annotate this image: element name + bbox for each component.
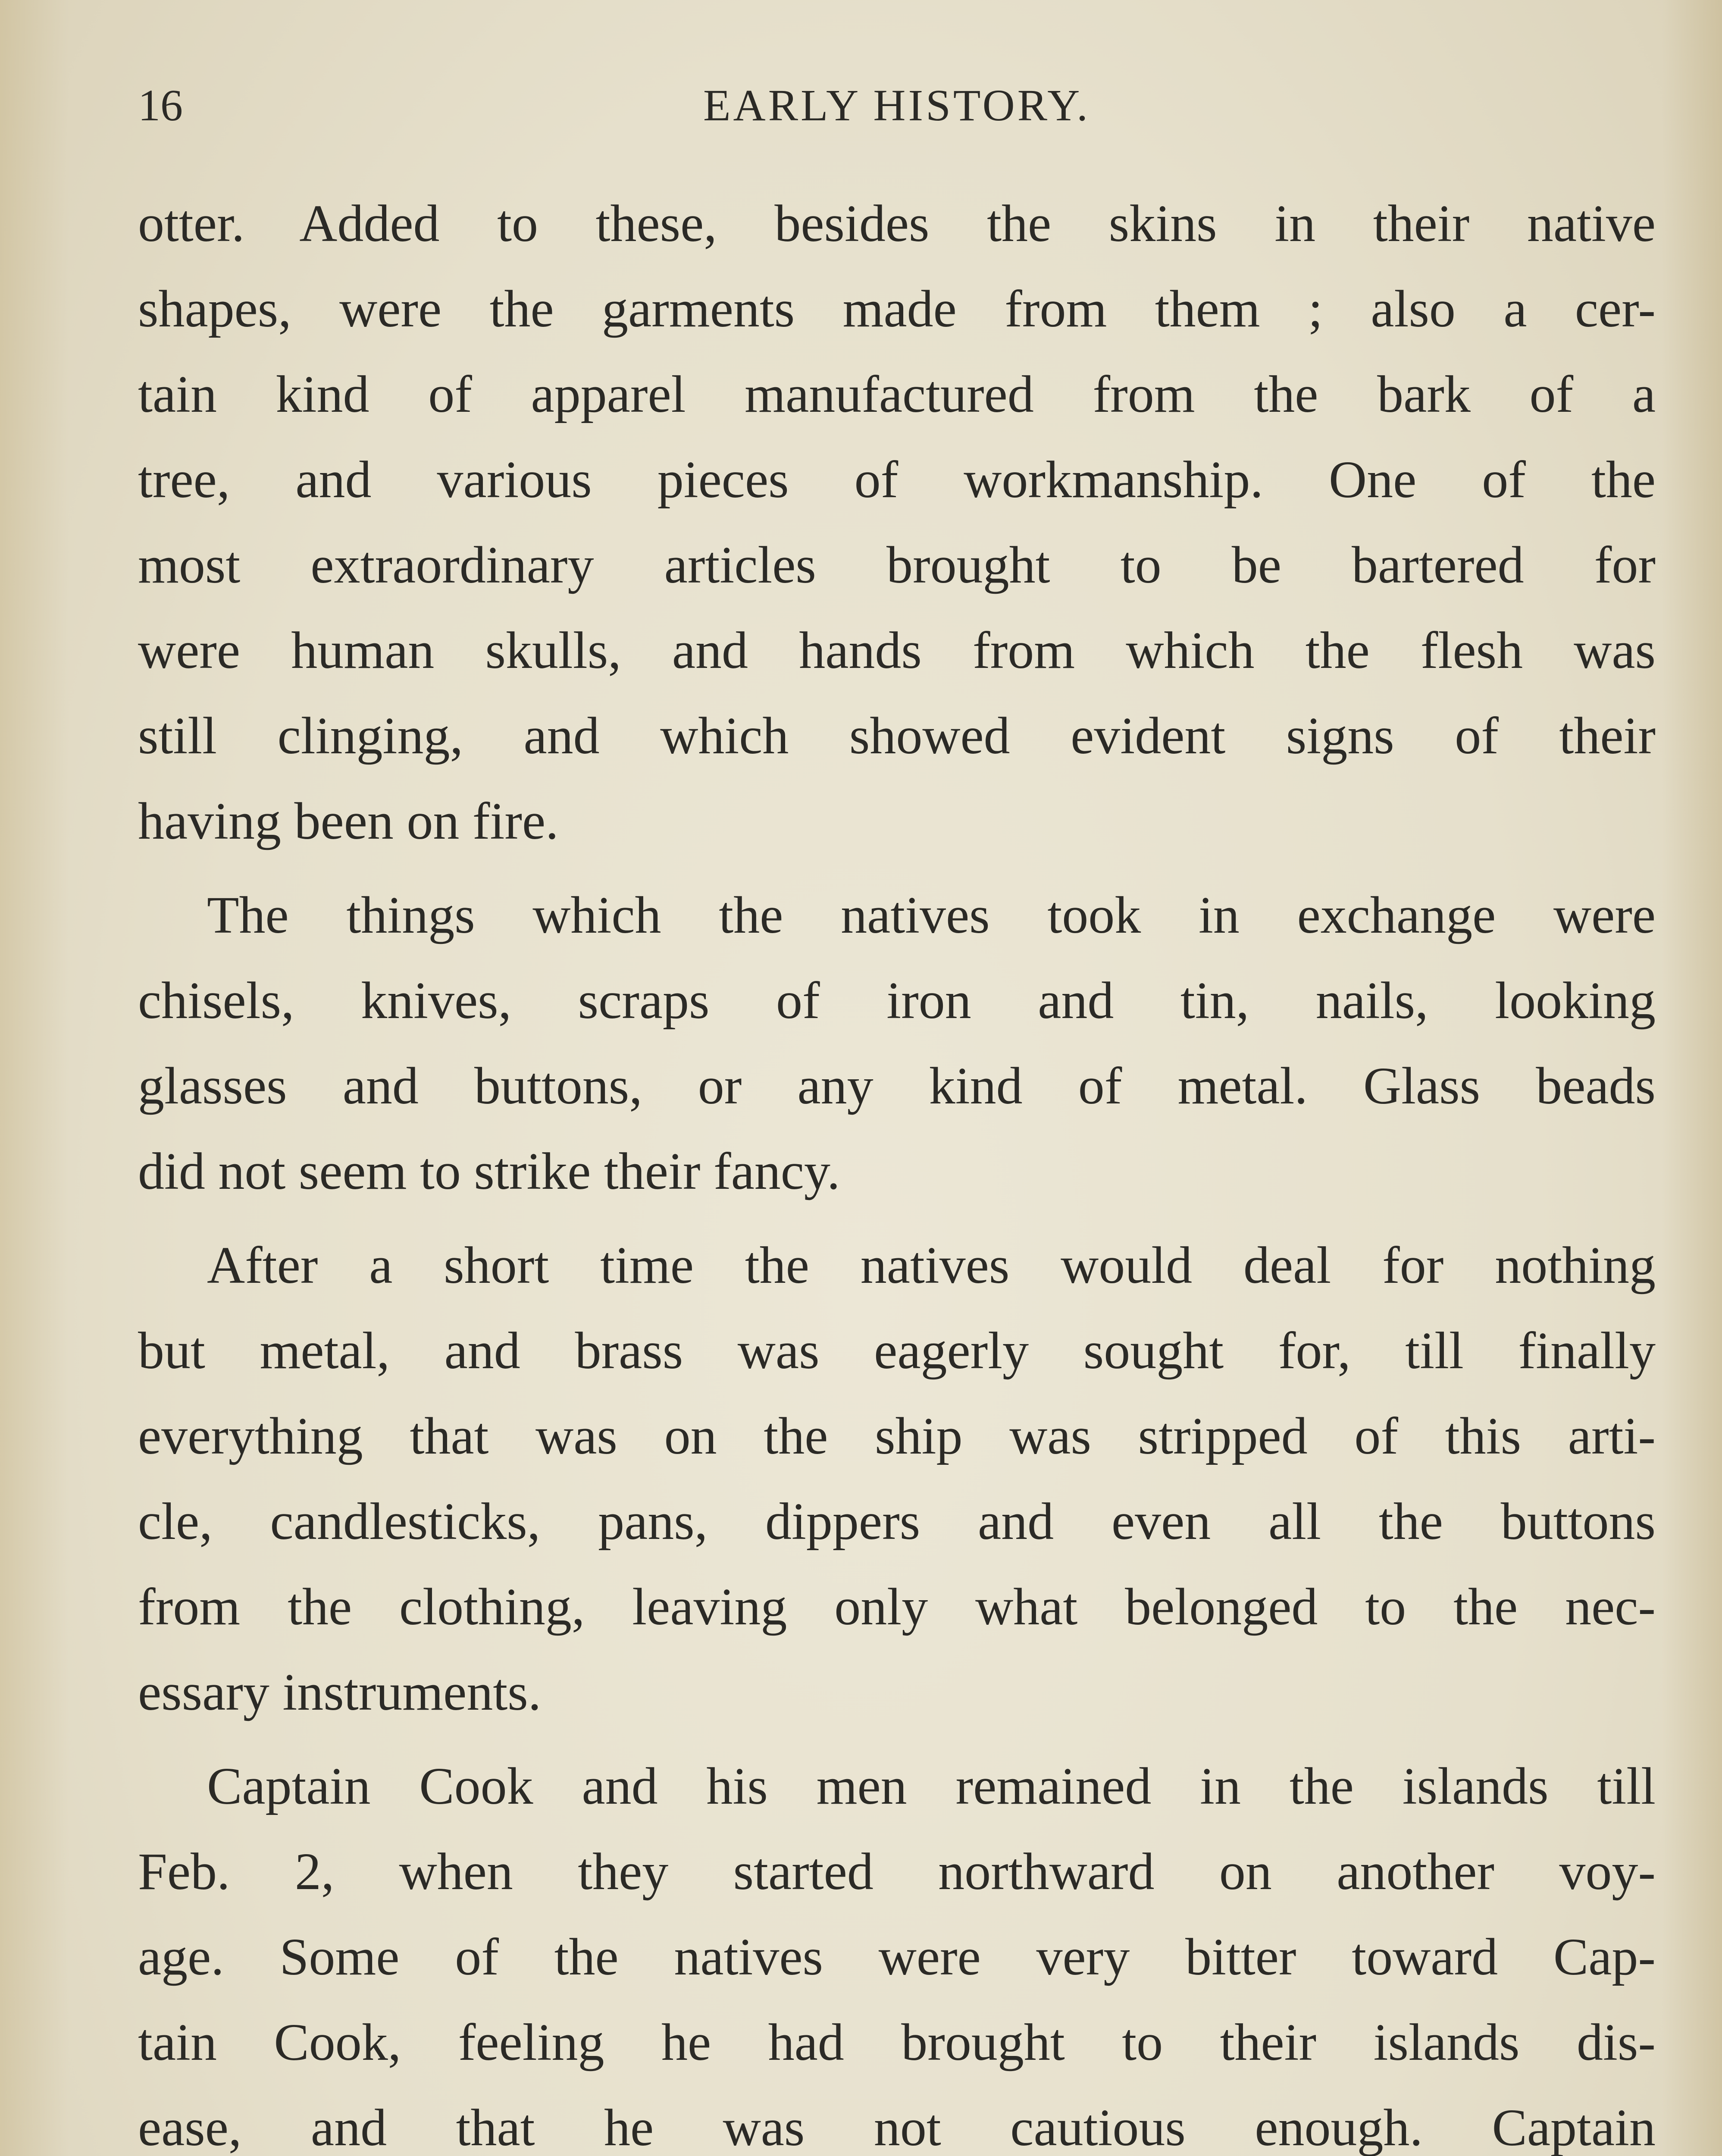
body-text [138,181,1656,2156]
text-line: were human skulls, and hands from which the flesh was [138,621,1656,680]
text-line: shapes, were the garments made from them ; also a cer- [138,280,1656,338]
text-line: The things which the natives took in exchange were [207,886,1656,944]
text-line: did not seem to strike their fancy. [138,1142,840,1200]
text-line: glasses and buttons, or any kind of metal. Glass beads [138,1057,1656,1115]
text-line: but metal, and brass was eagerly sought for, till finally [138,1322,1656,1380]
page-edge-stain-right [1662,0,1722,2156]
text-line: most extraordinary articles brought to be bartered for [138,536,1656,594]
text-line: chisels, knives, scraps of iron and tin, nails, looking [138,971,1656,1030]
text-line: having been on fire. [138,792,559,850]
text-line: Captain Cook and his men remained in the islands till [207,1757,1656,1815]
text-line: tain kind of apparel manufactured from the bark of a [138,365,1656,423]
text-line: ease, and that he was not cautious enough. Captain [138,2099,1656,2156]
text-line: essary instruments. [138,1663,542,1721]
text-line: otter. Added to these, besides the skins in their native [138,194,1656,253]
text-line: tain Cook, feeling he had brought to their islands dis- [138,2013,1656,2071]
text-line: everything that was on the ship was stripped of this arti- [138,1407,1656,1465]
paragraph-gap [138,864,1656,873]
text-line: from the clothing, leaving only what belonged to the nec- [138,1578,1656,1636]
text-line: age. Some of the natives were very bitter toward Cap- [138,1928,1656,1986]
text-line: After a short time the natives would deal for nothing [207,1236,1656,1294]
text-line: tree, and various pieces of workmanship. One of the [138,451,1656,509]
page-header [138,73,1656,138]
text-line: cle, candlesticks, pans, dippers and even all the buttons [138,1492,1656,1551]
text-line: Feb. 2, when they started northward on another voy- [138,1843,1656,1901]
text-line: still clinging, and which showed evident signs of their [138,707,1656,765]
page-number: 16 [138,81,183,130]
page-edge-stain-left [0,0,69,2156]
paragraph-gap [138,1214,1656,1223]
running-head: EARLY HISTORY. [703,81,1091,130]
paragraph-gap [138,1735,1656,1744]
